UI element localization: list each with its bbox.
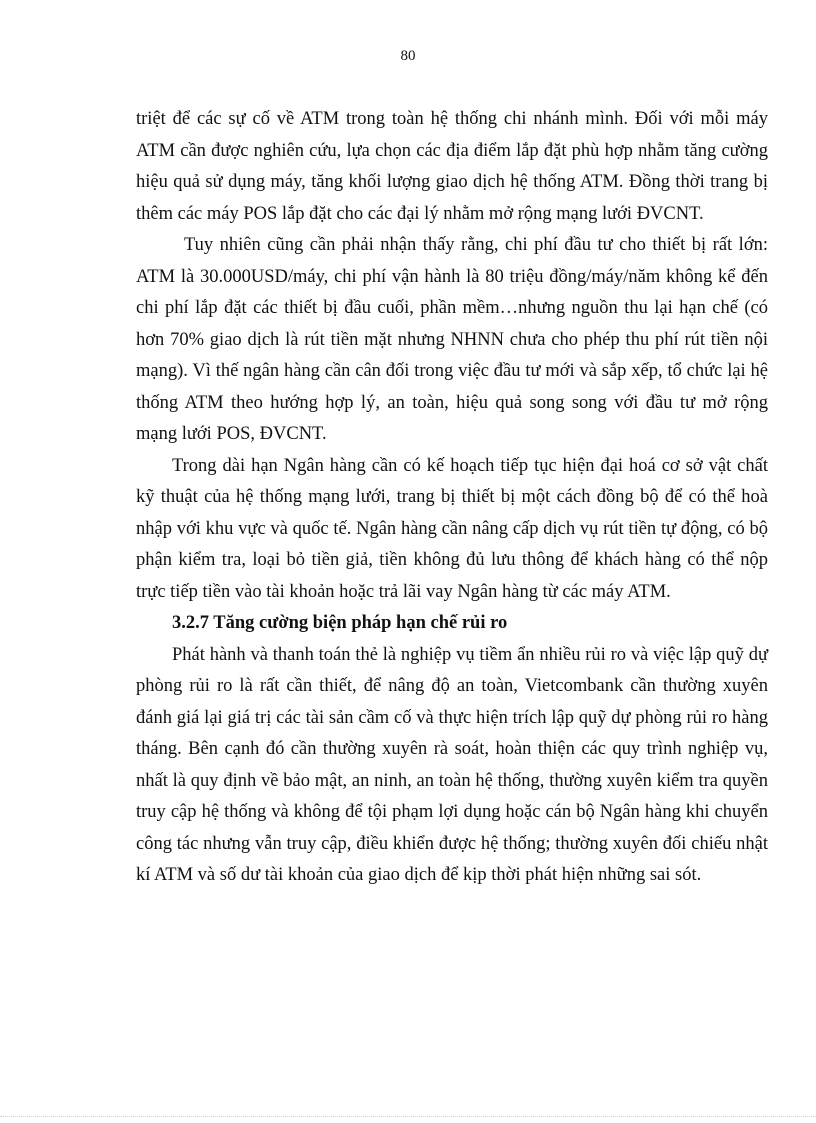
section-heading: 3.2.7 Tăng cường biện pháp hạn chế rủi ro xyxy=(172,613,508,633)
paragraph-risk-measures: Phát hành và thanh toán thẻ là nghiệp vụ tiềm ẩn nhiều rủi ro và việc lập quỹ dự phòng rủi ro là rất cần thiết, để nâng độ an toàn, Vietcombank cần thường xuyên đánh giá lại giá trị các tài sản cầm cố và thực hiện trích lập quỹ dự phòng rủi ro hàng tháng. Bên cạnh đó cần thường xuyên rà soát, hoàn thiện các quy trình nghiệp vụ, nhất là quy định về bảo mật, an ninh, an toàn hệ thống, thường xuyên kiểm tra quyền truy cập hệ thống và không để tội phạm lợi dụng hoặc cán bộ Ngân hàng khi chuyển công tác nhưng vẫn truy cập, điều khiển được hệ thống; thường xuyên đối chiếu nhật kí ATM và số dư tài khoản của giao dịch để kịp thời phát hiện những sai sót. xyxy=(136,644,768,885)
document-body xyxy=(136,104,768,892)
paragraph-continued: triệt để các sự cố về ATM trong toàn hệ thống chi nhánh mình. Đối với mỗi máy ATM cần được nghiên cứu, lựa chọn các địa điểm lắp đặt phù hợp nhằm tăng cường hiệu quả sử dụng máy, tăng khối lượng giao dịch hệ thống ATM. Đồng thời trang bị thêm các máy POS lắp đặt cho các đại lý nhằm mở rộng mạng lưới ĐVCNT. xyxy=(136,109,768,224)
page-bottom-border xyxy=(0,1116,816,1117)
paragraph-investment-cost: Tuy nhiên cũng cần phải nhận thấy rằng, chi phí đầu tư cho thiết bị rất lớn: ATM là 30.000USD/máy, chi phí vận hành là 80 triệu đồng/máy/năm không kể đến chi phí lắp đặt các thiết bị đầu cuối, phần mềm…nhưng nguồn thu lại hạn chế (có hơn 70% giao dịch là rút tiền mặt nhưng NHNN chưa cho phép thu phí rút tiền nội mạng). Vì thế ngân hàng cần cân đối trong việc đầu tư mới và sắp xếp, tổ chức lại hệ thống ATM theo hướng hợp lý, an toàn, hiệu quả song song với đầu tư mở rộng mạng lưới POS, ĐVCNT. xyxy=(136,235,768,444)
page-number: 80 xyxy=(400,48,416,64)
paragraph-long-term-plan: Trong dài hạn Ngân hàng cần có kế hoạch tiếp tục hiện đại hoá cơ sở vật chất kỹ thuật của hệ thống mạng lưới, trang bị thiết bị một cách đồng bộ để có thể hoà nhập với khu vực và quốc tế. Ngân hàng cần nâng cấp dịch vụ rút tiền tự động, có bộ phận kiểm tra, loại bỏ tiền giả, tiền không đủ lưu thông để khách hàng có thể nộp trực tiếp tiền vào tài khoản hoặc trả lãi vay Ngân hàng từ các máy ATM. xyxy=(136,455,768,602)
